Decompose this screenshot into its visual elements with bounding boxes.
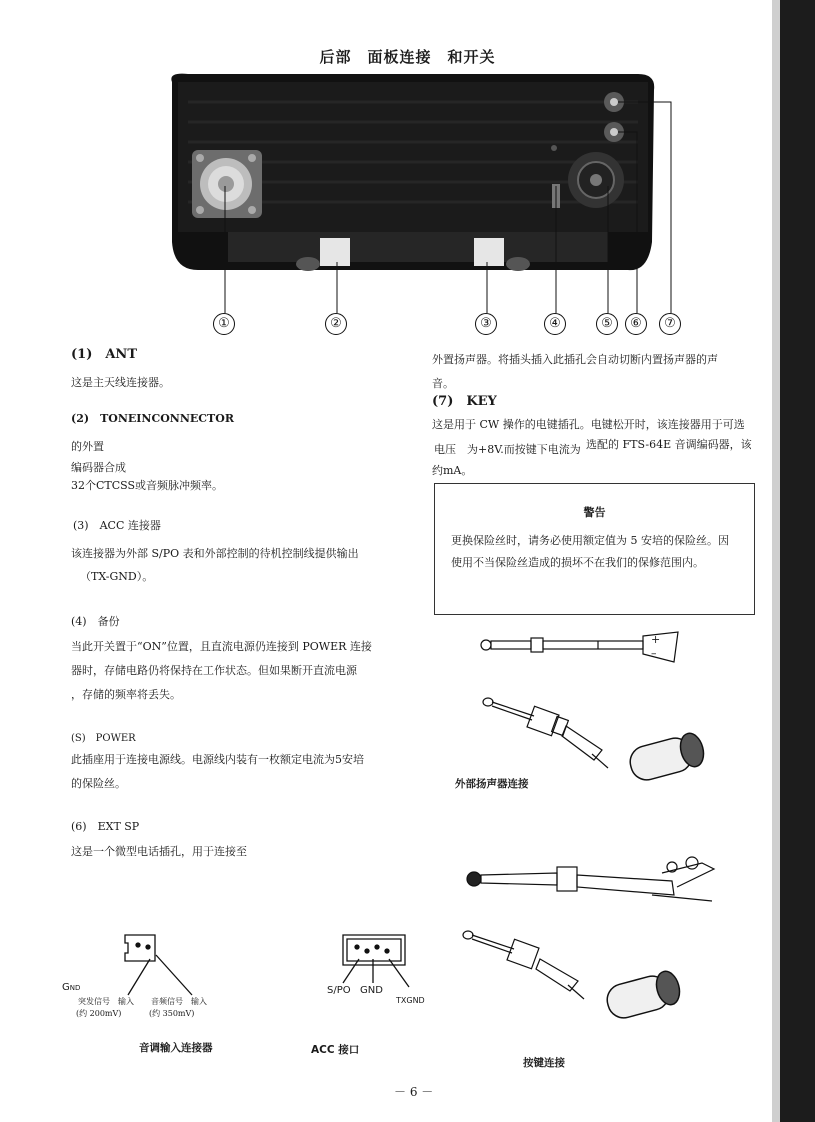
gnd-letter: G [62,982,70,993]
minus-sign: – [651,647,657,660]
callout-5: ⑤ [596,313,618,335]
section-acc-line2: （TX-GND）。 [80,570,154,583]
burst-signal-level: (约 200mV) [76,1009,122,1018]
ext-speaker-diagram [482,690,712,790]
section-acc-heading: (3) ACC 连接器 [73,519,161,532]
audio-signal-label: 音频信号 输入 [151,997,207,1006]
section-ant-heading: (1) ANT [71,347,137,362]
section-tonein-line3: 32个CTCSS或音频脉冲频率。 [71,479,224,492]
acc-spo-label: S/PO [327,985,351,996]
callout-6: ⑥ [625,313,647,335]
acc-txgnd-label: TXGND [396,996,425,1005]
callout-7: ⑦ [659,313,681,335]
ext-speaker-caption: 外部扬声器连接 [455,778,529,790]
warning-line2: 使用不当保险丝造成的损坏不在我们的保修范围内。 [451,556,704,569]
section-power-line1: 此插座用于连接电源线。电源线内装有一枚额定电流为5安培 [71,753,364,766]
warning-title: 警告 [583,506,606,519]
section-key-line1: 这是用于 CW 操作的电键插孔。电键松开时，该连接器用于可选 [432,418,745,431]
section-extsp-line1: 这是一个微型电话插孔，用于连接至 [71,845,247,858]
acc-connector-caption: ACC 接口 [311,1044,360,1056]
section-key-line2a: 电压 为+8V.而按键下电流为 [434,443,581,456]
section-power-heading: (S) POWER [71,733,136,744]
section-ant-text: 这是主天线连接器。 [71,376,170,389]
section-backup-heading: (4) 备份 [71,615,120,628]
key-diagram [462,855,732,1035]
section-key-heading: (7) KEY [432,394,497,409]
section-tonein-line2: 编码器合成 [71,461,126,474]
acc-gnd-label: GND [360,985,383,996]
warning-box [434,483,755,615]
section-backup-line1: 当此开关置于“ON”位置，且直流电源仍连接到 POWER 连接 [71,640,372,653]
section-key-line3: 约mA。 [432,464,473,477]
page-title: 后部 面板连接 和开关 [319,48,496,66]
burst-signal-label: 突发信号 输入 [78,997,134,1006]
audio-signal-level: (约 350mV) [149,1009,195,1018]
acc-connector-diagram [325,925,435,990]
section-extsp-cont2: 音。 [432,377,454,390]
section-extsp-heading: (6) EXT SP [71,820,140,833]
key-caption: 按键连接 [523,1057,565,1069]
gnd-subscript: ND [69,984,81,992]
section-tonein-line1: 的外置 [71,440,104,453]
section-backup-line3: ，存储的频率将丢失。 [71,688,181,701]
tone-gnd-label [62,982,80,993]
tone-connector-diagram [100,925,210,1000]
section-power-line2: 的保险丝。 [71,777,126,790]
tone-connector-caption: 音调输入连接器 [139,1042,213,1054]
warning-line1: 更换保险丝时，请务必使用额定值为 5 安培的保险丝。因 [451,534,729,547]
page-number: － 6 － [394,1085,434,1099]
callout-1: ① [213,313,235,335]
plus-sign: + [651,633,661,646]
callout-leader-lines [0,0,815,340]
callout-2: ② [325,313,347,335]
section-acc-line1: 该连接器为外部 S/PO 表和外部控制的待机控制线提供输出 [71,547,359,560]
section-extsp-cont1: 外置扬声器。将插头插入此插孔会自动切断内置扬声器的声 [432,353,718,366]
section-tonein-heading: (2) TONEINCONNECTOR [71,412,234,425]
section-key-line2b: 选配的 FTS-64E 音调编码器，该 [586,438,752,451]
warning-body [451,530,729,574]
section-backup-line2: 器时，存储电路仍将保持在工作状态。但如果断开直流电源 [71,664,357,677]
callout-3: ③ [475,313,497,335]
callout-4: ④ [544,313,566,335]
